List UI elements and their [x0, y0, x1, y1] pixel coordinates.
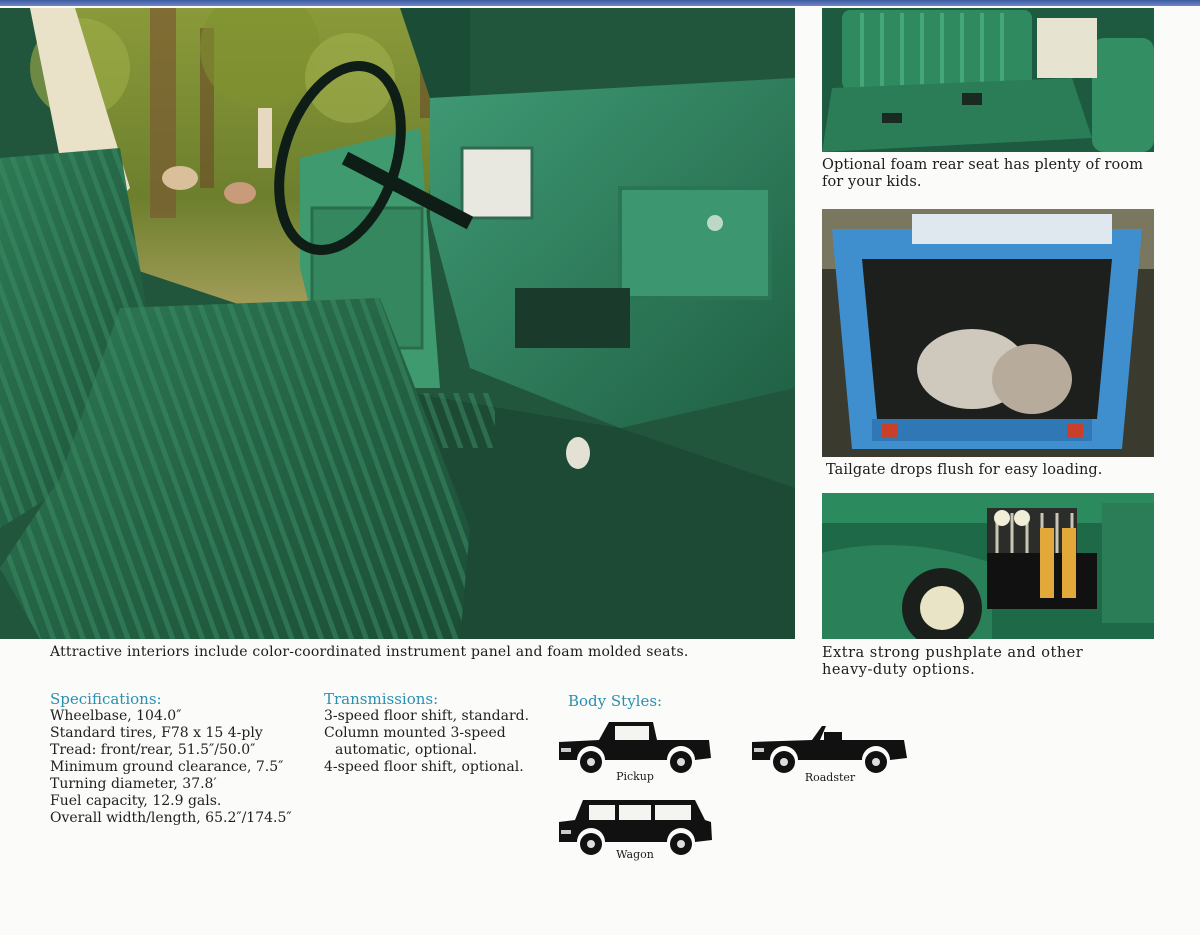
spec-line: Turning diameter, 37.8′	[50, 776, 217, 792]
rear-seat-photo	[822, 8, 1154, 152]
pushplate-caption-line-2: heavy-duty options.	[822, 662, 976, 678]
body-styles-heading: Body Styles:	[568, 692, 663, 710]
spec-line: Standard tires, F78 x 15 4-ply	[50, 725, 263, 741]
roadster-label: Roadster	[804, 771, 856, 784]
transmission-line: Column mounted 3-speed	[324, 725, 506, 741]
rear-seat-caption-line-1: Optional foam rear seat has plenty of room	[822, 157, 1144, 173]
pushplate-caption	[822, 645, 1162, 679]
interior-illustration	[0, 8, 795, 639]
spec-line: Fuel capacity, 12.9 gals.	[50, 793, 222, 809]
wagon-silhouette	[555, 796, 715, 864]
pushplate-caption-line-1: Extra strong pushplate and other	[822, 645, 1084, 661]
transmission-line: automatic, optional.	[335, 742, 478, 758]
rear-seat-caption	[822, 157, 1162, 191]
interior-caption: Attractive interiors include color-coordinated instrument panel and foam molded seats.	[50, 644, 689, 660]
tailgate-caption	[826, 462, 1156, 479]
transmissions-section	[324, 691, 529, 776]
spec-line: Overall width/length, 65.2″/174.5″	[50, 810, 292, 826]
page-top-edge	[0, 0, 1200, 6]
spec-line: Tread: front/rear, 51.5″/50.0″	[50, 742, 256, 758]
spec-line: Wheelbase, 104.0″	[50, 708, 182, 724]
specifications-section	[50, 691, 292, 827]
spec-line: Minimum ground clearance, 7.5″	[50, 759, 284, 775]
pushplate-illustration	[822, 493, 1154, 639]
pushplate-photo	[822, 493, 1154, 639]
transmission-line: 3-speed floor shift, standard.	[324, 708, 530, 724]
tailgate-illustration	[822, 209, 1154, 457]
tailgate-caption-line-1: Tailgate drops flush for easy loading.	[826, 462, 1103, 478]
specifications-heading: Specifications:	[50, 690, 162, 708]
pickup-label: Pickup	[616, 770, 654, 783]
roadster-silhouette	[750, 722, 910, 788]
interior-photo	[0, 8, 795, 639]
pickup-silhouette	[555, 718, 715, 786]
wagon-label: Wagon	[616, 848, 654, 861]
rear-seat-caption-line-2: for your kids.	[822, 174, 922, 190]
transmissions-heading: Transmissions:	[324, 690, 439, 708]
tailgate-photo	[822, 209, 1154, 457]
transmission-line: 4-speed floor shift, optional.	[324, 759, 524, 775]
pickup-icon	[555, 718, 715, 778]
rear-seat-illustration	[822, 8, 1154, 152]
